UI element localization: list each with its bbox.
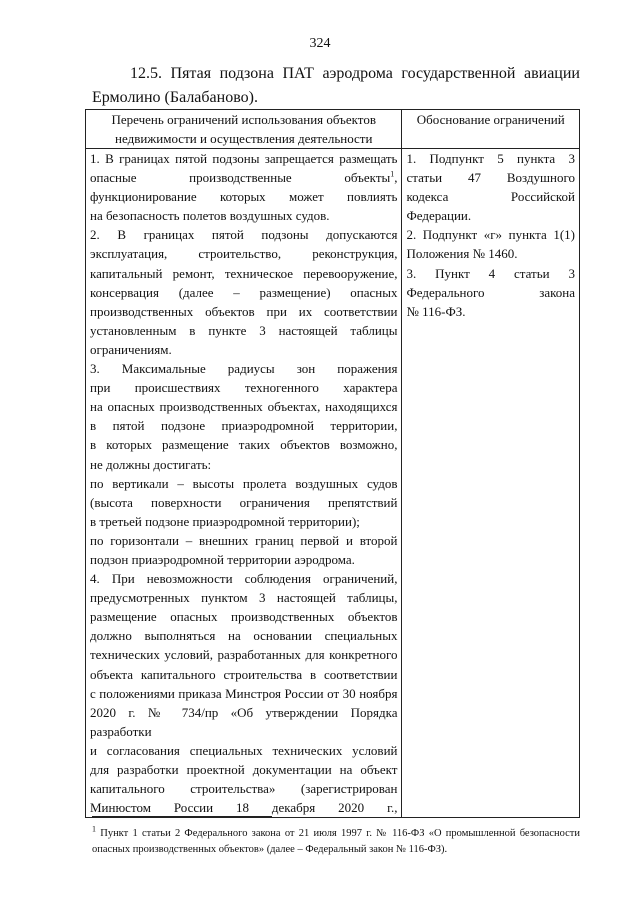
restriction-line (90, 397, 397, 416)
restriction-line-text: (высота поверхности ограничения препятствий (90, 494, 398, 510)
restriction-line-text: установленным в пункте 3 настоящей таблицы (90, 322, 398, 338)
justification-line (406, 206, 575, 225)
header-justification (402, 110, 580, 149)
restriction-line-text: 4. При невозможности соблюдения ограничений, (90, 571, 398, 587)
restriction-line (90, 645, 397, 664)
restriction-line-text: 2020 г. № 734/пр «Об утверждении Порядка разработки (90, 704, 398, 739)
header-line: Обоснование ограничений (416, 112, 565, 127)
restriction-line (90, 588, 397, 607)
restriction-line (90, 359, 397, 378)
restriction-line-text: не должны достигать: (90, 456, 212, 472)
restriction-line-text: функционирование которых может повлиять (90, 189, 398, 205)
restriction-line (90, 435, 397, 454)
header-line: Перечень ограничений использования объектов (111, 112, 376, 127)
justification-line-text: 2. Подпункт «г» пункта 1(1) (406, 227, 575, 243)
justification-line (406, 187, 575, 206)
restriction-line (90, 321, 397, 340)
restriction-line (90, 168, 397, 187)
page-number: 324 (309, 36, 331, 51)
justification-line-text: Федерального закона (406, 284, 575, 300)
restriction-line (90, 531, 397, 550)
restriction-line (90, 187, 397, 206)
restriction-line (90, 798, 397, 817)
restriction-line (90, 474, 397, 493)
restriction-line (90, 340, 397, 359)
restrictions-table (85, 109, 580, 818)
restriction-line-punctuation: , (394, 170, 398, 186)
justification-line-text: Положения № 1460. (406, 246, 518, 262)
header-line: недвижимости и осуществления деятельности (115, 131, 373, 146)
footnote-reference: 1 (390, 169, 395, 179)
restriction-line-text: технических условий, разработанных для конкретного (90, 647, 398, 663)
restriction-line (90, 302, 397, 321)
restriction-line (90, 149, 397, 168)
justification-cell (402, 149, 580, 818)
restrictions-cell (86, 149, 402, 818)
restriction-line-text: на безопасность полетов воздушных судов. (90, 208, 330, 224)
restriction-line (90, 684, 397, 703)
restriction-line (90, 665, 397, 684)
footnote-text: Пункт 1 статьи 2 Федерального закона от 21 июля 1997 г. № 116-ФЗ «О промышленной безопасности (100, 828, 580, 839)
heading-line-2: Ермолино (Балабаново). (92, 89, 258, 106)
restriction-line-text: в пятой подзоне приаэродромной территории, (90, 418, 398, 434)
footnote (92, 826, 580, 858)
restriction-line (90, 760, 397, 779)
restriction-line (90, 607, 397, 626)
restriction-line-text: по вертикали – высоты пролета воздушных судов (90, 475, 398, 491)
restriction-line (90, 512, 397, 531)
restriction-line-text: 3. Максимальные радиусы зон поражения (90, 361, 398, 377)
restriction-line-text: подзон приаэродромной территории аэродрома. (90, 551, 355, 567)
justification-line-text: кодекса Российской (406, 189, 575, 205)
restriction-line-text: размещение опасных производственных объектов (90, 609, 398, 625)
footnote-marker: 1 (92, 824, 96, 834)
restriction-line-text: по горизонтали – внешних границ первой и второй (90, 532, 398, 548)
restriction-line-text: должно выполняться на основании специальных (90, 628, 398, 644)
restriction-line (90, 244, 397, 263)
footnote-divider (92, 816, 272, 817)
justification-line (406, 168, 575, 187)
restriction-line-text: и согласования специальных технических условий (90, 742, 398, 758)
restriction-line (90, 779, 397, 798)
restriction-line-text: в которых размещение таких объектов возможно, (90, 437, 398, 453)
restriction-line (90, 283, 397, 302)
restriction-line-text: предусмотренных пунктом 3 настоящей таблицы, (90, 590, 398, 606)
restriction-line-text: при происшествиях техногенного характера (90, 380, 398, 396)
heading-line-1: 12.5. Пятая подзона ПАТ аэродрома государственной авиации (130, 65, 580, 82)
restriction-line-text: опасные производственные объекты (90, 170, 391, 186)
restriction-line (90, 569, 397, 588)
justification-line (406, 302, 575, 321)
restriction-line-text: ограничениям. (90, 341, 172, 357)
footnote-line-2: опасных производственных объектов» (далее – Федеральный закон № 116-ФЗ). (92, 844, 448, 855)
justification-line (406, 283, 575, 302)
restriction-line (90, 264, 397, 283)
restriction-line (90, 378, 397, 397)
restriction-line-text: с положениями приказа Минстроя России от 30 ноября (90, 685, 398, 701)
justification-line (406, 264, 575, 283)
section-heading (92, 62, 580, 110)
restriction-line (90, 455, 397, 474)
restriction-line-text: на опасных производственных объектах, находящихся (90, 399, 398, 415)
justification-line-text: № 116-ФЗ. (406, 303, 466, 319)
restriction-line (90, 225, 397, 244)
justification-line (406, 149, 575, 168)
restriction-line-text: 1. В границах пятой подзоны запрещается размещать (90, 151, 398, 166)
restriction-line-text: капитальный ремонт, техническое перевооружение, (90, 265, 398, 281)
justification-line-text: 3. Пункт 4 статьи 3 (406, 265, 575, 281)
justification-line (406, 225, 575, 244)
table-header-row (86, 110, 580, 149)
header-restrictions-list (86, 110, 402, 149)
justification-line-text: Федерации. (406, 208, 472, 224)
justification-line (406, 244, 575, 263)
restriction-line (90, 703, 397, 741)
restriction-line (90, 206, 397, 225)
restriction-line-text: эксплуатация, строительство, реконструкция, (90, 246, 398, 262)
restriction-line (90, 416, 397, 435)
restriction-line-text: Минюстом России 18 декабря 2020 г., (90, 800, 398, 816)
justification-line-text: статьи 47 Воздушного (406, 170, 575, 186)
restriction-line (90, 626, 397, 645)
restriction-line (90, 741, 397, 760)
restriction-line-text: объекта капитального строительства в соответствии (90, 666, 398, 682)
restriction-line-text: капитального строительства» (зарегистрирован (90, 781, 398, 797)
restriction-line-text: для разработки проектной документации на объект (90, 762, 398, 777)
restriction-line-text: 2. В границах пятой подзоны допускаются (90, 227, 398, 243)
table-row (86, 149, 580, 818)
restriction-line (90, 493, 397, 512)
justification-line-text: 1. Подпункт 5 пункта 3 (406, 151, 575, 166)
footnote-line-1 (92, 826, 580, 842)
restriction-line (90, 550, 397, 569)
restriction-line-text: производственных объектов при их соответствии (90, 303, 398, 319)
restriction-line-text: в третьей подзоне приаэродромной территории); (90, 513, 360, 529)
restriction-line-text: консервация (далее – размещение) опасных (90, 284, 398, 300)
